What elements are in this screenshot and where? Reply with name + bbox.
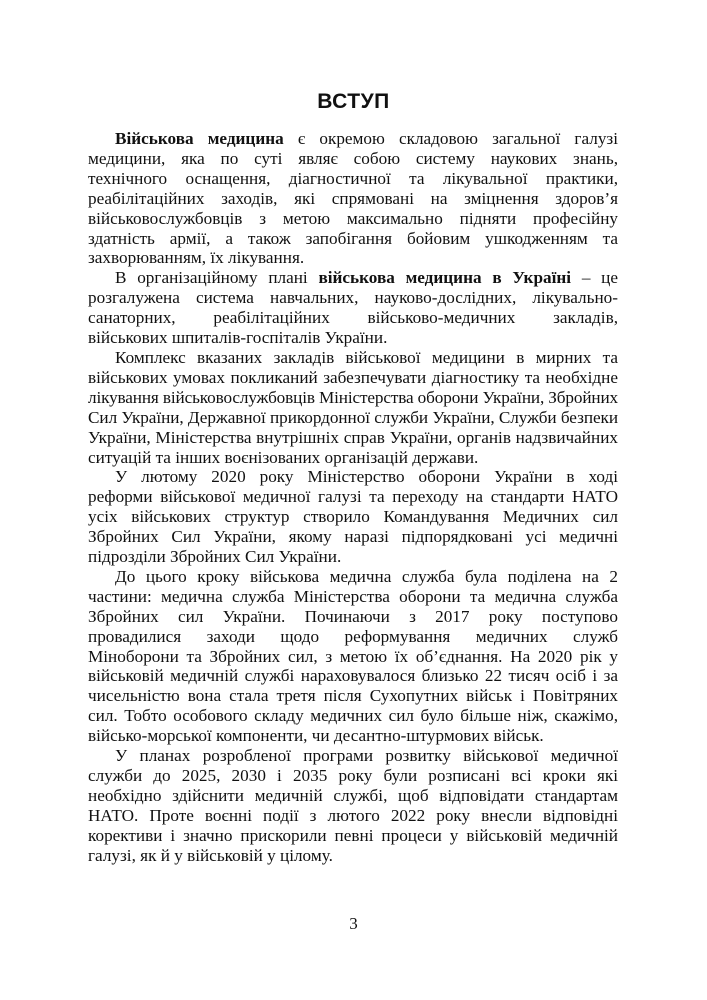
text-line: медицини, яка по суті являє собою систему наукових знань, — [88, 148, 618, 168]
paragraph — [88, 567, 618, 746]
text-line: До цього кроку військова медична служба була поділена на 2 — [115, 566, 618, 586]
text-line: служби до 2025, 2030 і 2035 року були розписані всі кроки які — [88, 766, 618, 785]
text-line: галузі, як й у військовій у цілому. — [88, 845, 333, 865]
text-segment: є окремою складовою загальної галузі — [283, 129, 619, 148]
text-line: України, Міністерства внутрішніх справ України, органів надзвичайних — [88, 427, 618, 447]
text-line: здатність армії, а також запобігання бойовим ушкодженням та — [88, 228, 618, 248]
text-line: військових умовах покликаний забезпечувати діагностику та необхідне — [88, 367, 618, 387]
paragraph — [88, 348, 618, 467]
text-line: провадилися заходи щодо реформування медичних служб — [88, 626, 618, 646]
text-line: підрозділи Збройних Сил України. — [88, 547, 342, 567]
bold-term: військова медицина в Україні — [318, 268, 572, 288]
text-line: лікування військовослужбовців Міністерства оборони України, Збройних — [88, 387, 618, 407]
text-line: Міноборони та Збройних сил, з метою їх об’єднання. На 2020 рік у — [88, 646, 618, 666]
page-number: 3 — [349, 914, 358, 933]
section-title: ВСТУП — [317, 90, 390, 113]
text-line: частини: медична служба Міністерства оборони та медична служба — [88, 586, 618, 606]
text-line: військовослужбовців з метою максимально підняти професійну — [88, 208, 618, 228]
paragraph — [88, 467, 618, 567]
text-line: усіх військових структур створило Командування Медичних сил — [88, 507, 618, 527]
text-line: НАТО. Проте воєнні події з лютого 2022 року внесли відповідні — [88, 805, 618, 825]
text-line: військових шпиталів-госпіталів України. — [88, 328, 388, 348]
paragraph — [88, 746, 618, 865]
text-line: чисельністю вона стала третя після Сухопутних військ і Повітряних — [88, 686, 618, 706]
text-segment: – це — [571, 268, 618, 288]
text-line: У планах розробленої програми розвитку військової медичної — [115, 746, 618, 766]
text-line: військовій медичній службі нараховувалося близько 22 тисяч осіб і за — [88, 666, 618, 686]
text-line — [88, 129, 618, 149]
bold-term: Військова медицина — [115, 129, 284, 148]
text-line — [88, 268, 618, 288]
text-line: сил. Тобто особового складу медичних сил було більше ніж, скажімо, — [88, 706, 618, 726]
document-body — [88, 129, 618, 866]
text-line: Збройних сил України. Починаючи з 2017 року поступово — [88, 606, 618, 626]
text-line: корективи і значно прискорили певні процеси у військовій медичній — [88, 825, 618, 845]
text-line: військо-морської компоненти, чи десантно-штурмових військ. — [88, 726, 544, 746]
text-line: ситуацій та інших воєнізованих організацій держави. — [88, 447, 479, 467]
text-line: технічного оснащення, діагностичної та лікувальної практики, — [88, 168, 618, 188]
text-line: реабілітаційних заходів, які спрямовані на зміцнення здоров’я — [88, 188, 618, 208]
text-line: У лютому 2020 року Міністерство оборони України в ході — [115, 467, 618, 487]
text-segment: В організаційному плані — [115, 268, 319, 288]
text-line: захворюванням, їх лікування. — [88, 248, 305, 268]
text-line: необхідно здійснити медичній службі, щоб відповідати стандартам — [88, 785, 618, 805]
text-line: розгалужена система навчальних, науково-дослідних, лікувально- — [88, 288, 618, 308]
paragraph — [88, 129, 618, 268]
text-line: Комплекс вказаних закладів військової медицини в мирних та — [115, 347, 618, 367]
text-line: реформи військової медичної галузі та переходу на стандарти НАТО — [88, 487, 618, 507]
text-line: Сил України, Державної прикордонної служби України, Служби безпеки — [88, 407, 618, 427]
text-line: санаторних, реабілітаційних військово-медичних закладів, — [88, 308, 618, 328]
paragraph — [88, 268, 618, 348]
text-line: Збройних Сил України, якому наразі підпорядковані усі медичні — [88, 527, 618, 547]
